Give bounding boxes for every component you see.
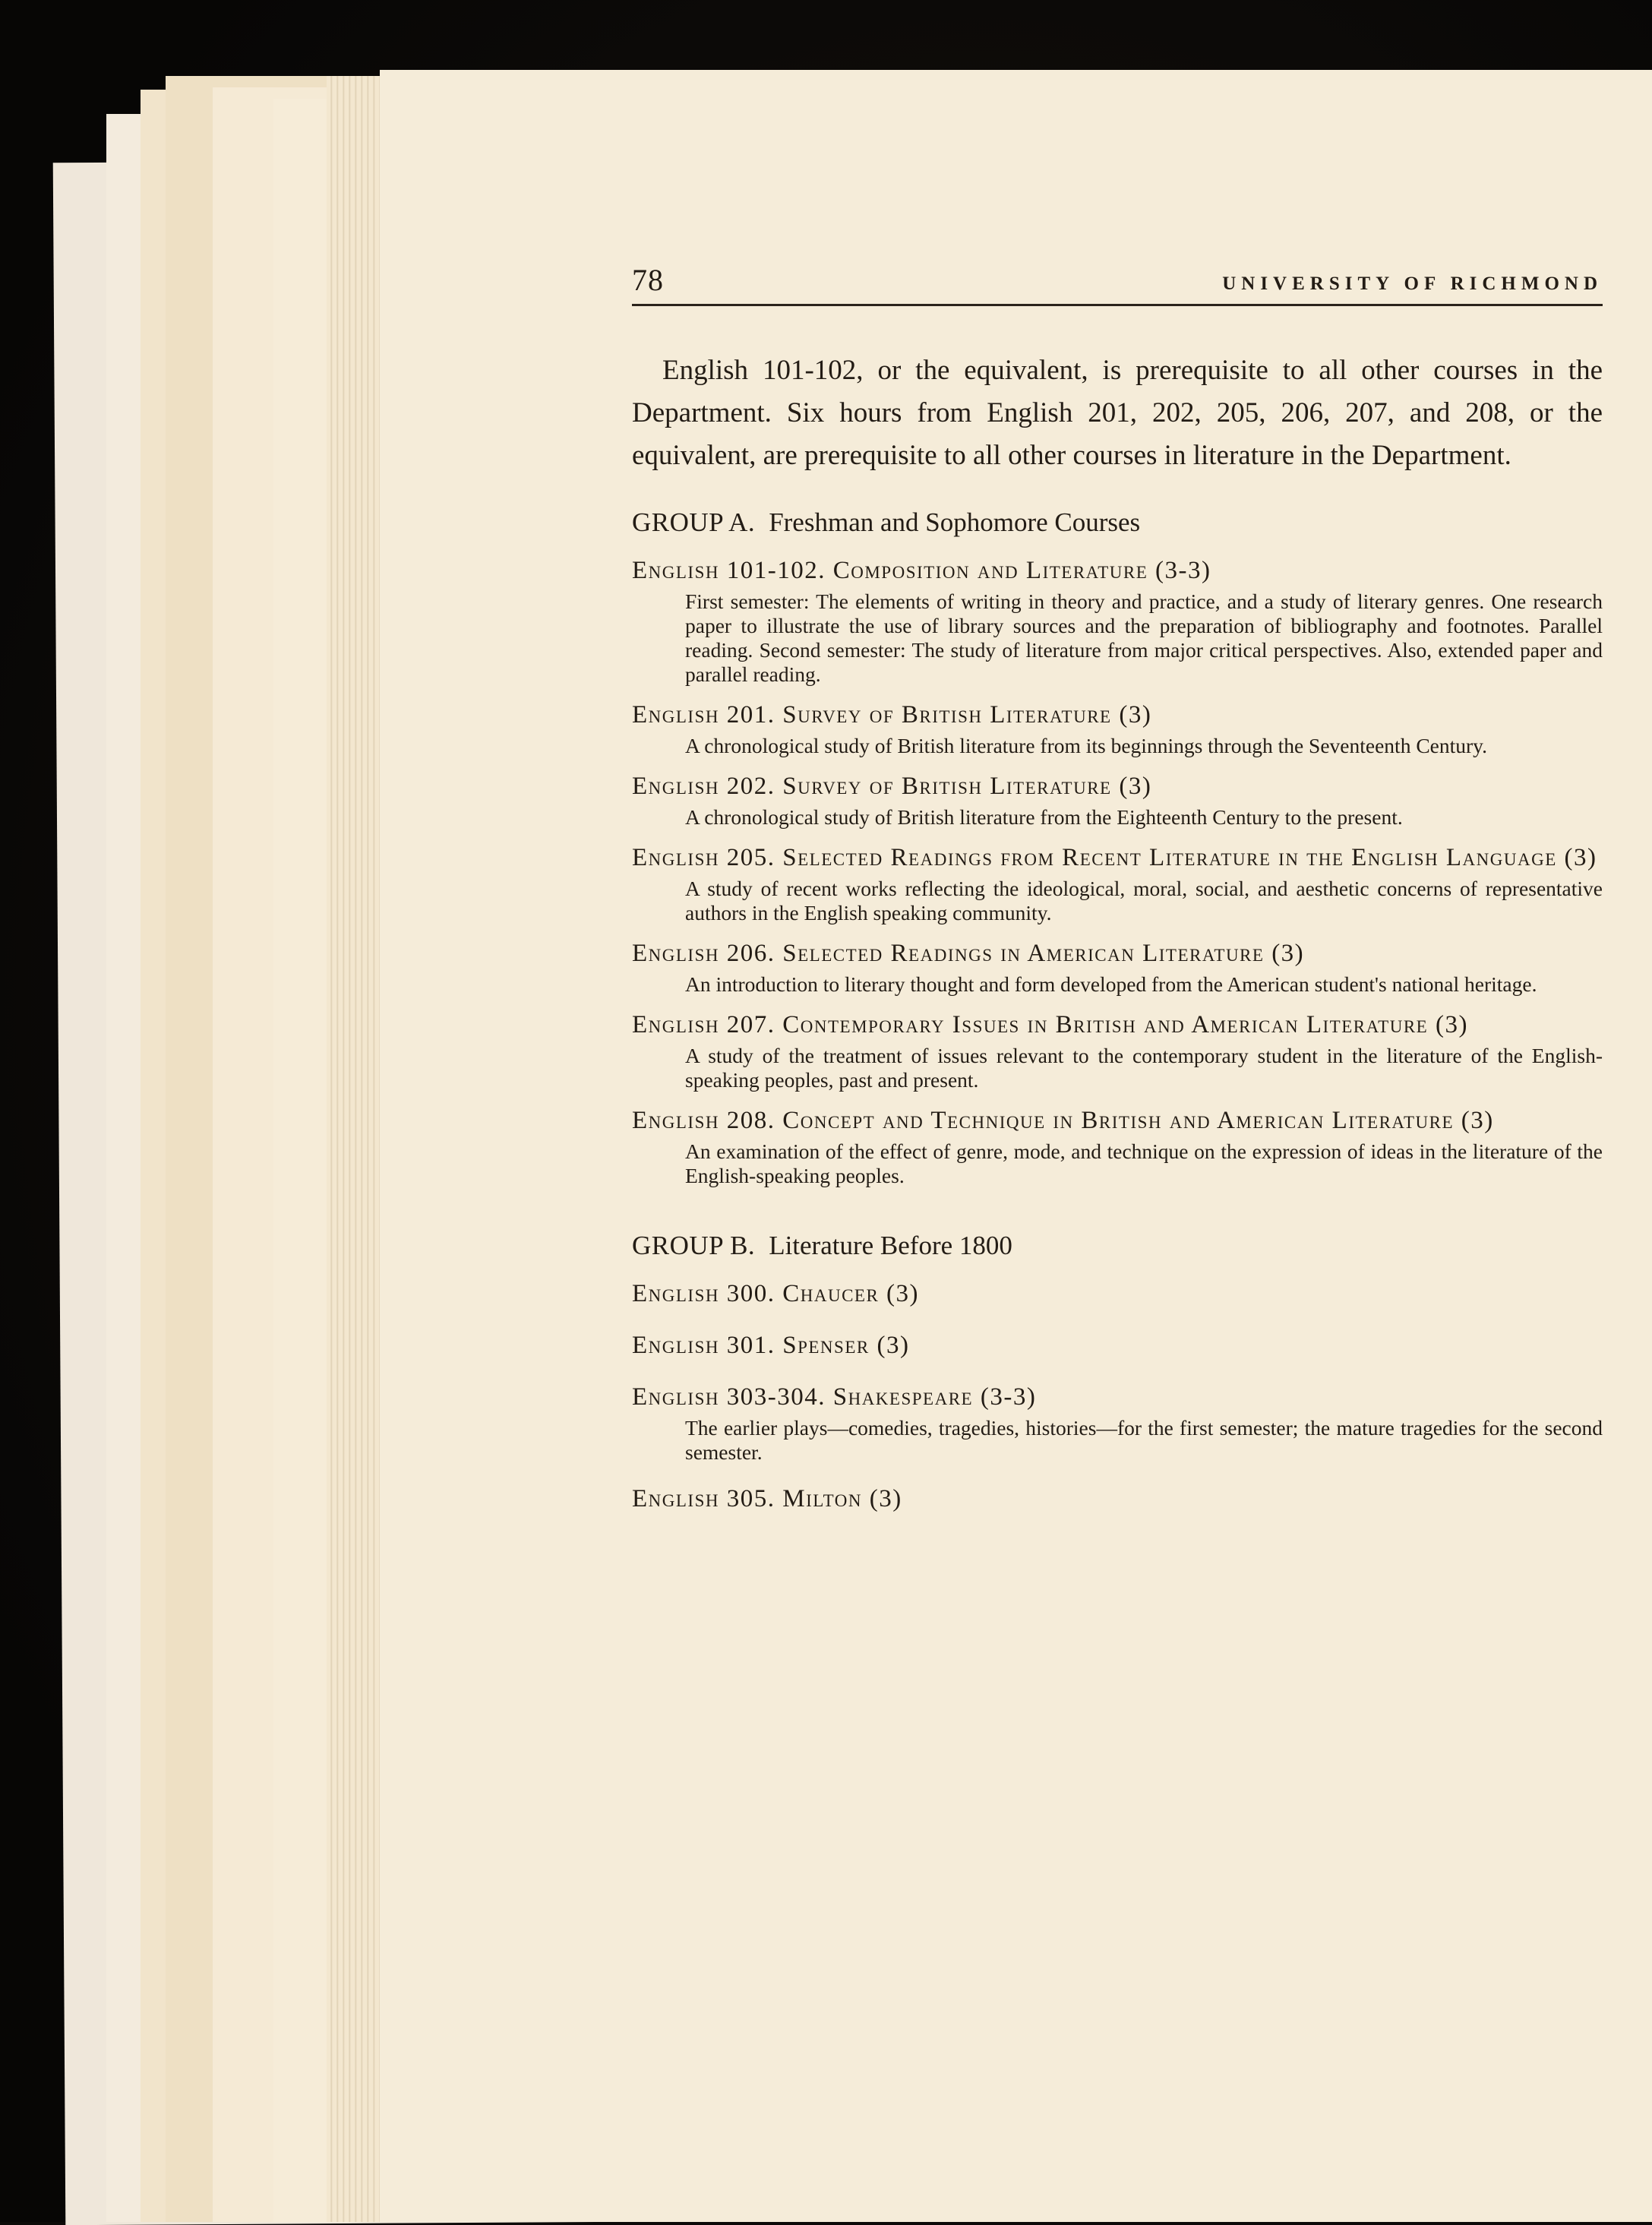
course-entry	[632, 1481, 1603, 1516]
course-title: English 201. Survey of British Literature (3)	[632, 701, 1152, 728]
course-description: A chronological study of British literature from its beginnings through the Seventeenth Century.	[685, 734, 1488, 757]
group-b-label: GROUP B.	[632, 1231, 756, 1260]
course-entry	[632, 936, 1603, 997]
group-a-label: GROUP A.	[632, 507, 756, 537]
page-number: 78	[632, 263, 664, 297]
course-entry	[632, 1276, 1603, 1311]
course-title: English 303-304. Shakespeare (3-3)	[632, 1383, 1037, 1411]
course-title: English 305. Milton (3)	[632, 1485, 902, 1512]
course-description: An examination of the effect of genre, mode, and technique on the expression of ideas in the literature of the English-speaking peoples.	[685, 1139, 1603, 1187]
course-title: English 206. Selected Readings in American Literature (3)	[632, 940, 1305, 967]
course-entry	[632, 1103, 1603, 1188]
course-title: English 101-102. Composition and Literature (3-3)	[632, 557, 1211, 584]
course-title: English 300. Chaucer (3)	[632, 1280, 920, 1307]
course-description: The earlier plays—comedies, tragedies, histories—for the first semester; the mature tragedies for the second semester.	[685, 1416, 1603, 1464]
course-description: A study of recent works reflecting the ideological, moral, social, and aesthetic concerns of representative authors in the English speaking community.	[685, 877, 1603, 924]
group-a-heading	[632, 504, 1603, 541]
course-title: English 208. Concept and Technique in British and American Literature (3)	[632, 1107, 1494, 1134]
course-title: English 301. Spenser (3)	[632, 1332, 910, 1359]
course-entry	[632, 840, 1603, 925]
stacked-page-edges	[327, 76, 387, 2222]
course-entry	[632, 769, 1603, 830]
group-b-title: Literature Before 1800	[769, 1231, 1012, 1260]
course-entry	[632, 697, 1603, 758]
course-entry	[632, 1380, 1603, 1465]
page-content	[632, 349, 1603, 1533]
course-entry	[632, 1328, 1603, 1363]
running-head	[632, 257, 1603, 306]
course-title: English 202. Survey of British Literature (3)	[632, 773, 1152, 800]
course-description: A study of the treatment of issues relevant to the contemporary student in the literature of the English-speaking peoples, past and present.	[685, 1044, 1603, 1092]
group-b-section	[632, 1228, 1603, 1516]
group-a-title: Freshman and Sophomore Courses	[769, 507, 1141, 537]
running-title: UNIVERSITY OF RICHMOND	[1222, 273, 1603, 294]
course-entry	[632, 553, 1603, 687]
course-description: A chronological study of British literature from the Eighteenth Century to the present.	[685, 805, 1403, 829]
group-b-heading	[632, 1228, 1603, 1264]
course-title: English 207. Contemporary Issues in British and American Literature (3)	[632, 1011, 1468, 1038]
intro-paragraph: English 101-102, or the equivalent, is prerequisite to all other courses in the Department. Six hours from English 201, 202, 205, 206, 207, and 208, or the equivalent, are prerequisite to all other courses in literature in the Department.	[632, 355, 1603, 471]
group-a-section	[632, 504, 1603, 1188]
course-description: An introduction to literary thought and form developed from the American student's national heritage.	[685, 972, 1537, 996]
course-entry	[632, 1007, 1603, 1092]
course-title: English 205. Selected Readings from Recent Literature in the English Language (3)	[632, 844, 1597, 871]
course-description: First semester: The elements of writing in theory and practice, and a study of literary genres. One research paper to illustrate the use of library sources and the preparation of bibliography and footnotes. Parallel reading. Second semester: The study of literature from major critical perspectives. Also, extended paper and parallel reading.	[685, 589, 1603, 686]
